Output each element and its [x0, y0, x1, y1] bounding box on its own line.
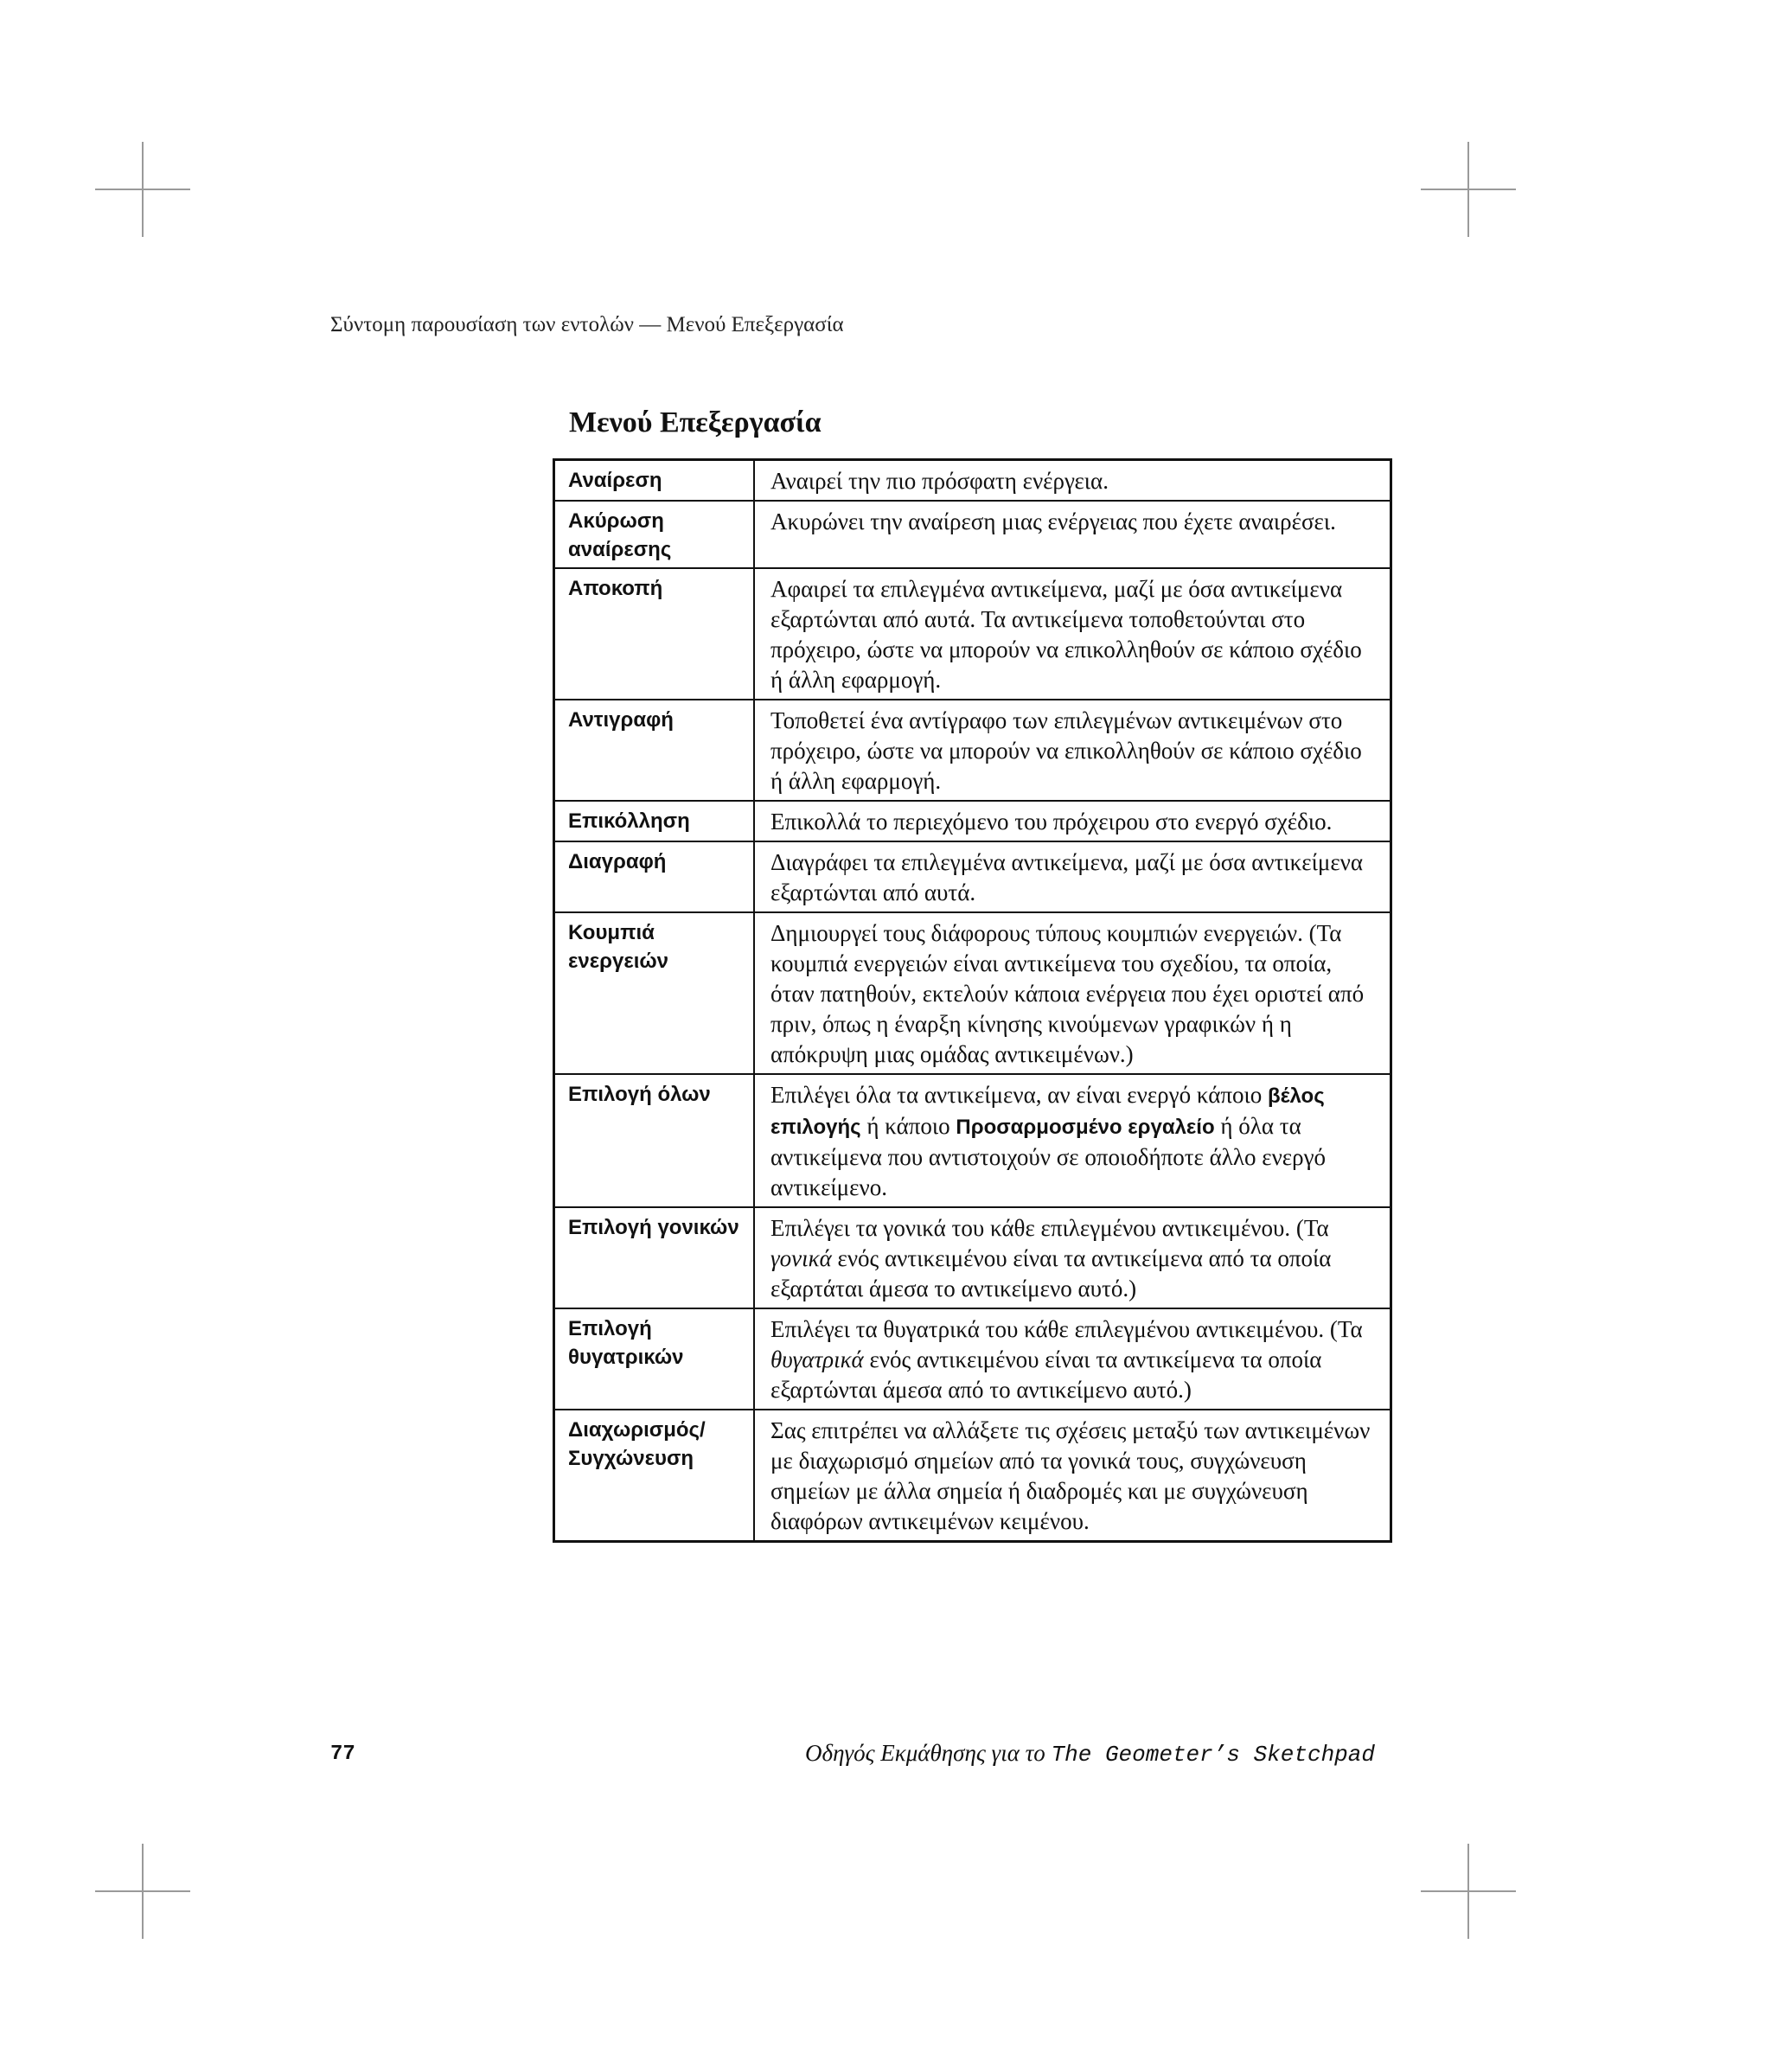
- command-description: Σας επιτρέπει να αλλάξετε τις σχέσεις μεταξύ των αντικειμένων με διαχωρισμό σημείων από τα γονικά τους, συγχώνευση σημείων με άλλα σημεία ή διαδρομές και με συγχώνευση διαφόρων αντικειμένων κειμένου.: [754, 1410, 1391, 1542]
- edit-menu-command-table: [553, 458, 1392, 1543]
- description-text: Επιλέγει τα θυγατρικά του κάθε επιλεγμένου αντικειμένου. (Τα: [770, 1316, 1363, 1342]
- book-title-greek: Οδηγός Εκμάθησης για το: [805, 1740, 1052, 1766]
- table-row: [554, 1308, 1391, 1410]
- command-description: Αφαιρεί τα επιλεγμένα αντικείμενα, μαζί με όσα αντικείμενα εξαρτώνται από αυτά. Τα αντικείμενα τοποθετούνται στο πρόχειρο, ώστε να μπορούν να επικολληθούν σε κάποιο σχέδιο ή άλλη εφαρμογή.: [754, 568, 1391, 700]
- crop-mark-top-left-v: [142, 142, 144, 237]
- description-text: ή όλα τα αντικείμενα που αντιστοιχούν σε οποιοδήποτε άλλο ενεργό αντικείμενο.: [770, 1113, 1327, 1200]
- command-name: Διαγραφή: [554, 841, 755, 912]
- command-name: Αποκοπή: [554, 568, 755, 700]
- crop-mark-bottom-right-v: [1467, 1844, 1469, 1939]
- command-description: Ακυρώνει την αναίρεση μιας ενέργειας που έχετε αναιρέσει.: [754, 501, 1391, 568]
- table-row: [554, 460, 1391, 502]
- command-description: Δημιουργεί τους διάφορους τύπους κουμπιών ενεργειών. (Τα κουμπιά ενεργειών είναι αντικείμενα του σχεδίου, τα οποία, όταν πατηθούν, εκτελούν κάποια ενέργεια που έχει οριστεί από πριν, όπως η έναρξη κίνησης κινούμενων γραφικών ή η απόκρυψη μιας ομάδας αντικειμένων.): [754, 912, 1391, 1074]
- command-description: Επικολλά το περιεχόμενο του πρόχειρου στο ενεργό σχέδιο.: [754, 801, 1391, 841]
- command-name: Διαχωρισμός/ Συγχώνευση: [554, 1410, 755, 1542]
- command-description: [754, 1207, 1391, 1308]
- table-row: [554, 568, 1391, 700]
- command-description: [754, 1308, 1391, 1410]
- description-text: Επιλέγει τα γονικά του κάθε επιλεγμένου αντικειμένου. (Τα: [770, 1215, 1329, 1241]
- command-description: Αναιρεί την πιο πρόσφατη ενέργεια.: [754, 460, 1391, 502]
- description-text: ενός αντικειμένου είναι τα αντικείμενα από τα οποία εξαρτάται άμεσα το αντικείμενο αυτό.): [770, 1245, 1332, 1301]
- command-name: Επικόλληση: [554, 801, 755, 841]
- command-description: Τοποθετεί ένα αντίγραφο των επιλεγμένων αντικειμένων στο πρόχειρο, ώστε να μπορούν να επικολληθούν σε κάποιο σχέδιο ή άλλη εφαρμογή.: [754, 700, 1391, 801]
- command-name: Κουμπιά ενεργειών: [554, 912, 755, 1074]
- book-title-english: The Geometer’s Sketchpad: [1051, 1742, 1375, 1768]
- table-row: [554, 841, 1391, 912]
- table-row: [554, 700, 1391, 801]
- table-row: [554, 1410, 1391, 1542]
- description-text: ενός αντικειμένου είναι τα αντικείμενα τα οποία εξαρτώνται άμεσα από το αντικείμενο αυτό.): [770, 1346, 1322, 1403]
- book-title: [805, 1740, 1375, 1768]
- tool-name-custom-tool: Προσαρμοσμένο εργαλείο: [956, 1116, 1215, 1139]
- command-name: Αναίρεση: [554, 460, 755, 502]
- table-row: [554, 501, 1391, 568]
- running-head: Σύντομη παρουσίαση των εντολών — Μενού Επεξεργασία: [330, 313, 844, 336]
- description-text: Επιλέγει όλα τα αντικείμενα, αν είναι ενεργό κάποιο: [770, 1082, 1268, 1108]
- page-number: 77: [330, 1743, 355, 1766]
- command-name: Ακύρωση αναίρεσης: [554, 501, 755, 568]
- table-row: [554, 1207, 1391, 1308]
- italic-term: γονικά: [770, 1245, 832, 1271]
- description-text: ή κάποιο: [860, 1113, 956, 1139]
- command-name: Αντιγραφή: [554, 700, 755, 801]
- command-description: Διαγράφει τα επιλεγμένα αντικείμενα, μαζί με όσα αντικείμενα εξαρτώνται από αυτά.: [754, 841, 1391, 912]
- crop-mark-bottom-left-v: [142, 1844, 144, 1939]
- italic-term: θυγατρικά: [770, 1346, 864, 1372]
- table-row: [554, 801, 1391, 841]
- section-title: Μενού Επεξεργασία: [569, 406, 822, 438]
- command-description: [754, 1074, 1391, 1207]
- table-row: [554, 1074, 1391, 1207]
- tool-name-selection-arrow: βέλος επιλογής: [770, 1084, 1325, 1139]
- crop-mark-top-right-v: [1467, 142, 1469, 237]
- command-name: Επιλογή όλων: [554, 1074, 755, 1207]
- command-name: Επιλογή θυγατρικών: [554, 1308, 755, 1410]
- command-name: Επιλογή γονικών: [554, 1207, 755, 1308]
- table-row: [554, 912, 1391, 1074]
